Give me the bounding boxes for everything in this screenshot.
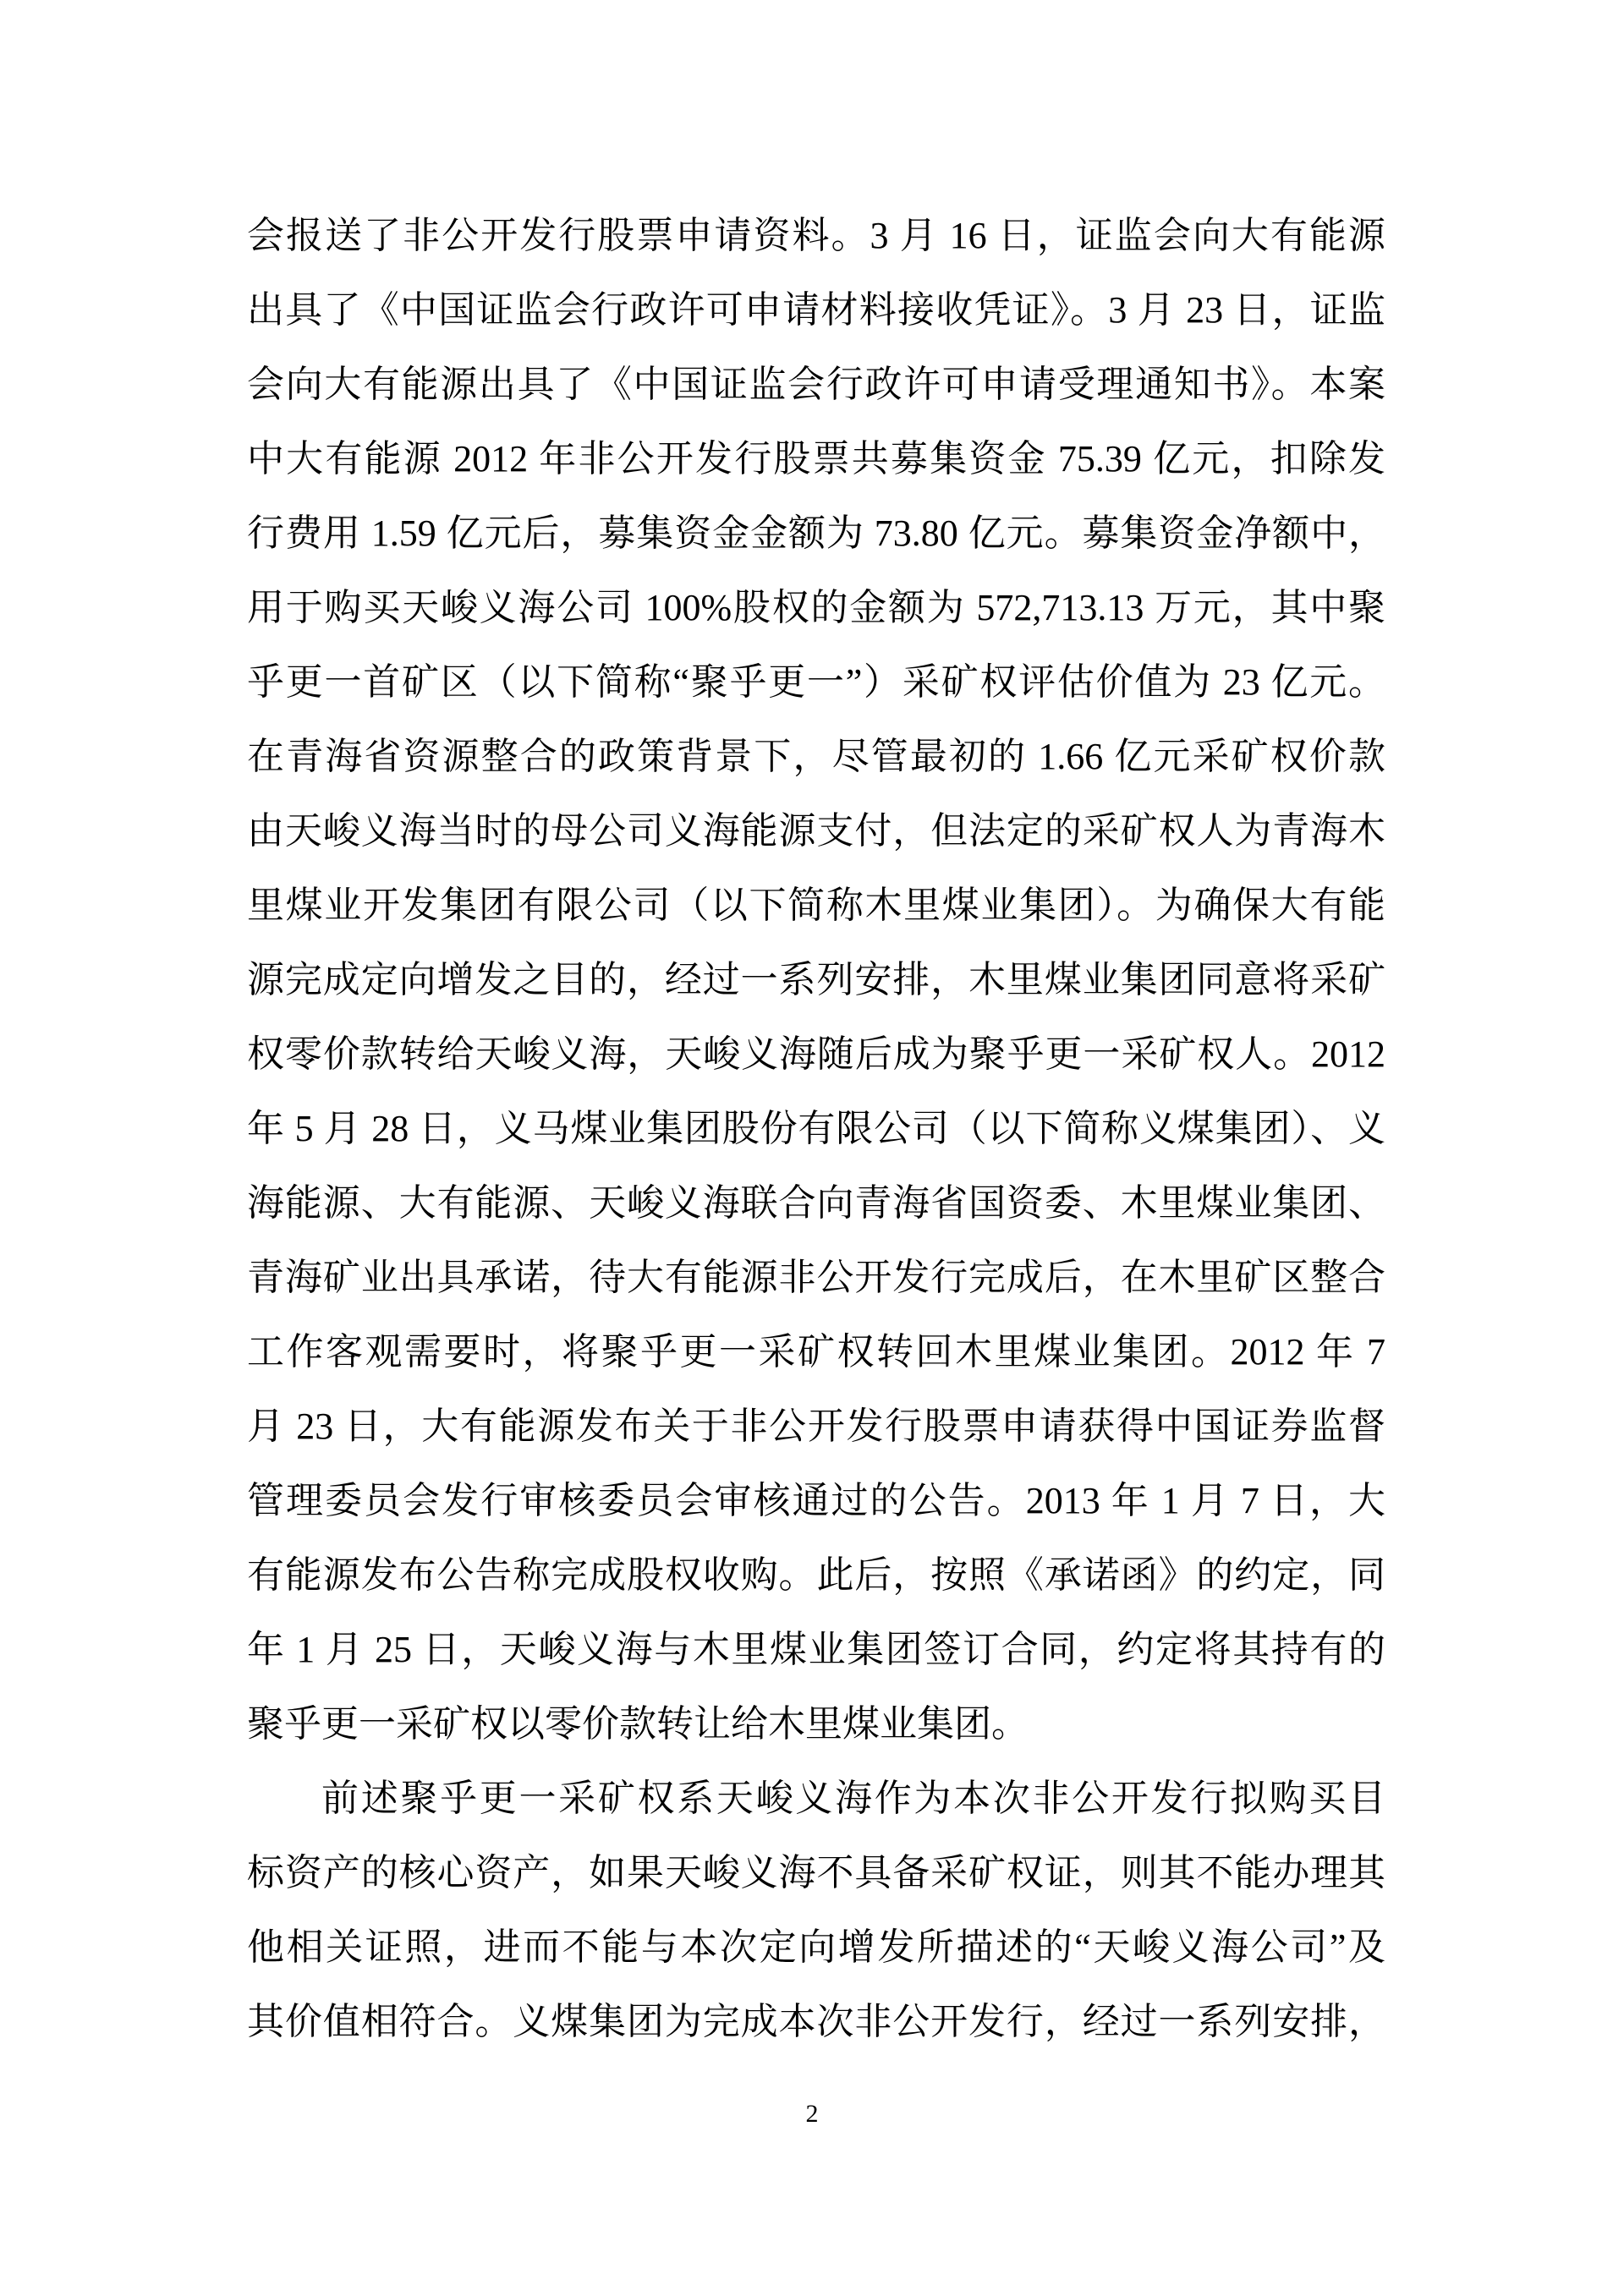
text-line: 源完成定向增发之目的，经过一系列安排，木里煤业集团同意将采矿: [247, 959, 1385, 1000]
text-line: 由天峻义海当时的母公司义海能源支付，但法定的采矿权人为青海木: [247, 810, 1385, 852]
text-line: 标资产的核心资产，如果天峻义海不具备采矿权证，则其不能办理其: [247, 1852, 1385, 1893]
text-line: 工作客观需要时，将聚乎更一采矿权转回木里煤业集团。2012 年 7: [247, 1331, 1385, 1373]
text-line: 用于购买天峻义海公司 100%股权的金额为 572,713.13 万元，其中聚: [247, 587, 1385, 628]
text-line: 月 23 日，大有能源发布关于非公开发行股票申请获得中国证券监督: [247, 1406, 1385, 1447]
paragraph: [247, 1762, 1385, 2059]
text-line: 里煤业开发集团有限公司（以下简称木里煤业集团）。为确保大有能: [247, 885, 1385, 926]
text-line: 会向大有能源出具了《中国证监会行政许可申请受理通知书》。本案: [247, 364, 1385, 405]
text-line: 会报送了非公开发行股票申请资料。3 月 16 日，证监会向大有能源: [247, 215, 1385, 256]
text-line: 前述聚乎更一采矿权系天峻义海作为本次非公开发行拟购买目: [321, 1778, 1385, 1819]
text-line: 出具了《中国证监会行政许可申请材料接收凭证》。3 月 23 日，证监: [247, 289, 1385, 331]
text-line: 青海矿业出具承诺，待大有能源非公开发行完成后，在木里矿区整合: [247, 1257, 1385, 1298]
page-number: 2: [805, 2100, 819, 2128]
text-line: 行费用 1.59 亿元后，募集资金金额为 73.80 亿元。募集资金净额中，: [247, 512, 1385, 554]
text-line: 年 5 月 28 日，义马煤业集团股份有限公司（以下简称义煤集团）、义: [247, 1108, 1385, 1149]
text-line: 海能源、大有能源、天峻义海联合向青海省国资委、木里煤业集团、: [247, 1182, 1385, 1224]
document-body-text: [247, 199, 1385, 2059]
text-line: 乎更一首矿区（以下简称“聚乎更一”）采矿权评估价值为 23 亿元。: [247, 661, 1385, 703]
text-line: 在青海省资源整合的政策背景下，尽管最初的 1.66 亿元采矿权价款: [247, 736, 1385, 777]
text-line: 聚乎更一采矿权以零价款转让给木里煤业集团。: [247, 1703, 1029, 1745]
text-line: 有能源发布公告称完成股权收购。此后，按照《承诺函》的约定，同: [247, 1554, 1385, 1596]
text-line: 他相关证照，进而不能与本次定向增发所描述的“天峻义海公司”及: [247, 1926, 1385, 1968]
text-line: 中大有能源 2012 年非公开发行股票共募集资金 75.39 亿元，扣除发: [247, 438, 1385, 479]
text-line: 其价值相符合。义煤集团为完成本次非公开发行，经过一系列安排，: [247, 2001, 1385, 2042]
text-line: 管理委员会发行审核委员会审核通过的公告。2013 年 1 月 7 日，大: [247, 1480, 1385, 1521]
paragraph: [247, 199, 1385, 1762]
text-line: 年 1 月 25 日，天峻义海与木里煤业集团签订合同，约定将其持有的: [247, 1629, 1385, 1670]
text-line: 权零价款转给天峻义海，天峻义海随后成为聚乎更一采矿权人。2012: [247, 1033, 1385, 1075]
